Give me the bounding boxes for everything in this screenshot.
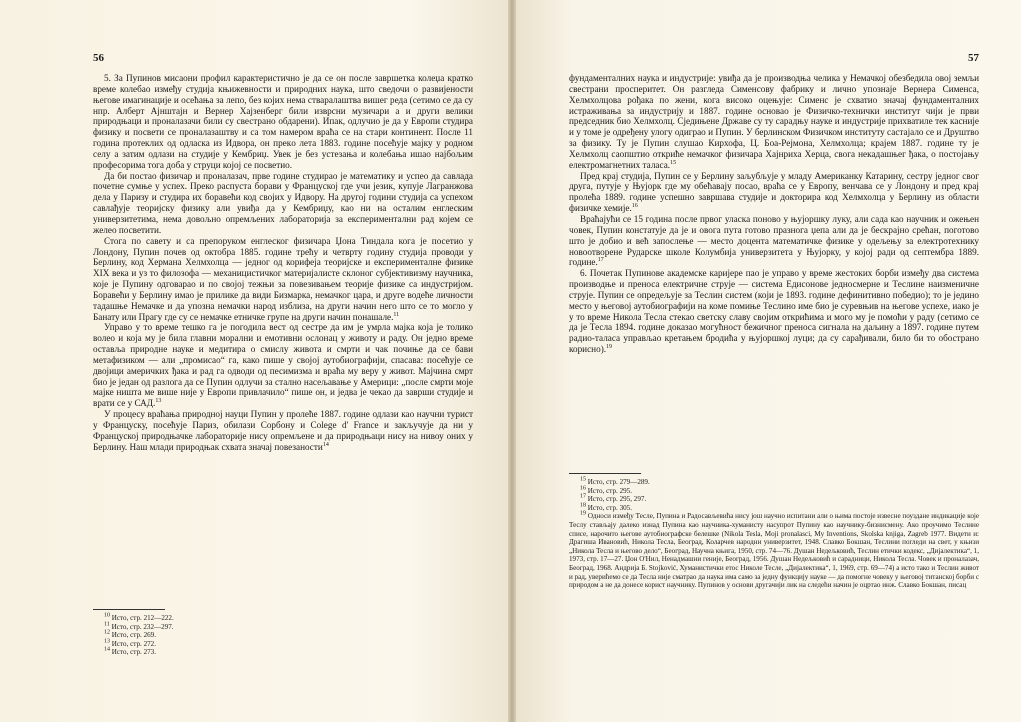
paragraph-text: Враћајући се 15 година после првог уласка поново у њујоршку луку, али сада као научник и ожењен човек, Пупин констатује да је и овога пута готово празнога џепа али да је бескрајно срећан, поготово што је добио и већ запослење — место доцента математичке физике у одељењу за електротехнику новоотворене Рударске школе Колумбија универзитета у Њујорку, у којој ради од септембра 1889. године. — [569, 213, 979, 268]
page-number-right: 57 — [968, 52, 979, 64]
footnote — [569, 487, 979, 496]
footnote — [569, 478, 979, 487]
footnote-ref: 14 — [322, 441, 329, 448]
paragraph — [93, 322, 473, 409]
footnote-text: Исто, стр. 273. — [111, 648, 156, 657]
footnote-number: 14 — [104, 647, 110, 654]
footnote-text: Исто, стр. 212—222. — [111, 614, 174, 622]
footnote-number: 13 — [104, 638, 110, 645]
footnote-number: 10 — [104, 612, 110, 619]
footnote-ref: 11 — [393, 311, 400, 318]
paragraph — [569, 214, 979, 268]
paragraph-text: У процесу враћања природној науци Пупин у пролеће 1887. године одлази као научни турист у Француску, посећује Париз, обилази Сорбону и Colege d' France и закључује да ни у Француској природњачке лабораторије нису опремљене и да природњаци нису на нивоу оних у Берлину. Наш млади природњак схвата значај повезаности — [93, 409, 473, 452]
footnote-ref: 17 — [597, 257, 604, 264]
footnote-text: Исто, стр. 232—297. — [111, 622, 174, 631]
paragraph-text: Да би постао физичар и проналазач, прве године студирао је математику и успео да савлада почетне сумње у успех. Преко распуста борави у Француској где учи језик, купује Лагранжова дела у Паризу и студира их боравећи код својих у Идвору. На другој години студија са успехом савлађује теоријску физику али увиђа да у Кембриџу, као ни на осталим енглеским универзитетима, нема довољно опремљених лабораторија за експериментални рад којем се желео посветити. — [93, 170, 473, 235]
footnote-text: Односи између Тесле, Пупина и Радосављевића нису још научно испитани али о њима постоје извесне поуздане индикације које Теслу стављају далеко изнад Пупина као научника-хуманисту насупрот Пупину као научнику-бизнисмену. Ако проучимо Теслине списе, нарочито његове аутобиографске белешке (Nikola Tesla, Moji pronalasci, My Inventions, Skolska knjiga, Zagreb 1977. Видети и: Драгиша Ивановић, Никола Тесла, Београд, Коларчев народни универзитет, 1948. Славко Бокшан, Теслини погледи на свет, у књизи „Никола Тесла и његово дело“, Београд, Научна књига, 1950, стр. 74—76. Душан Недељковић, Теслин етички кодекс, „Дијалектика“, 1, 1973, стр. 17—27. Џон О'Нил, Ненадмашни геније, Београд, 1956. Душан Недељковић и сарадници, Никола Тесла. Човек и проналазач, Београд, 1968. Андрија Б. Stojković, Хуманистички етос Николе Тесле, „Дијалектика“, 1, 1969, стр. 69—74) а исто тако и Теслин живот и рад, уверићемо се да Тесла није сматрао да наука има само за једну функцију науке — да помогне човеку у његовој титанској борби с природом а не да донесе корист научнику. Пупинов у основи другачији лик на следећи начин је оцртао инж. Славко Бокшан, писац — [569, 512, 979, 590]
paragraph — [93, 409, 473, 452]
footnotes-right — [569, 473, 979, 590]
footnote-ref: 13 — [155, 398, 162, 405]
footnote-text: Исто, стр. 269. — [111, 631, 156, 640]
paragraph — [93, 73, 473, 171]
paragraph-text: Управо у то време тешко га је погодила вест од сестре да им је умрла мајка која је толико волео и која му је била главни морални и емотивни ослонац у животу и раду. Он једно време оставља природне науке и медитира о смислу живота и смрти и чак почиње да се бави метафизиком — али „промисао“ га, како пише у својој аутобиографији, спасава: посећује се двојици америчких ђака и рад га одводи од песимизма и враћа му веру у живот. Мајчина смрт био је један од разлога да се Пупин одлучи за стално насељавање у Америци: „после смрти моје мајке ништа ме више није у Европи привлачило“ пише он, и једва је чекао да заврши студије и врати се у САД. — [93, 322, 473, 409]
footnote-number: 18 — [580, 502, 586, 509]
paragraph-text: 5. За Пупинов мисаони профил карактеристично је да се он после завршетка колеџа кратко време колебао између студија књижевности и природних наука, што сведочи о развијености његове имагинације и осећања за лепо, без којих нема стваралаштва вишег реда (сетимо се да су нпр. Алберт Ајнштајн и Вернер Хајзенберг били изврсни музичари а и други велики природњаци и проналазачи били су свестрано обдарени). Ипак, одлучио је да у Европи студира физику и посвети се проналазаштву и са том намером враћа се на стари континент. После 11 година протеклих од одласка из Идвора, он прекo лета 1883. године посећује мајку у родном селу а затим одлази на студије у Кембриџ. Увек је без устезања и колебања ишао најбољим професорима тога доба у струци којој се посветио. — [93, 73, 473, 170]
paragraph-text: Стога по савету и са препоруком енглеског физичара Џона Тиндала кога је посетио у Лондону, Пупин почев од октобра 1885. године трећу и четврту годину студија проводи у Берлину, код Хермана Хелмхолца — једног од корифеја теоријске и експерименталне физике XIX века и уз то филозофа — механицистичког материјалисте склоног субјективизму научника, које је Пупину одговарао и по својој тежњи за повезивањем теорије физике са индустријом. Боравећи у Берлину имао је прилике да види Бизмарка, немачког цара, и друге водеће личности тадашње Немачке и да упозна немачки народ изблиза, на други начин него што се то могло у Банату или Прагу где су се немачке етничке групе на други начин понашале. — [93, 235, 473, 322]
footnote-text: Исто, стр. 295. — [587, 486, 632, 495]
footnote-ref: 19 — [606, 344, 613, 351]
footnote-ref: 15 — [670, 159, 677, 166]
right-page-body — [569, 73, 979, 355]
footnote-number: 11 — [104, 621, 110, 628]
footnote-ref: 16 — [631, 203, 638, 210]
footnote-text: Исто, стр. 272. — [111, 639, 156, 648]
footnote — [93, 614, 473, 623]
footnote-text: Исто, стр. 305. — [587, 503, 632, 512]
footnote — [569, 495, 979, 504]
footnote — [93, 648, 473, 657]
paragraph-text: Пред крај студија, Пупин се у Берлину заљубљује у младу Американку Катарину, сестру једног свог друга, путује у Њујорк где му обећавају посао, враћа се у Европу, венчава се у Лондону и пред крај пролећа 1889. године успешно завршава студије и докторира код Хелмхолца у Берлину из области физичке хемије. — [569, 170, 979, 214]
footnote-rule — [569, 473, 641, 474]
footnote-number: 16 — [580, 485, 586, 492]
footnote — [93, 631, 473, 640]
paragraph-text: 6. Почетак Пупиновe академске каријере пао је управо у време жестоких борби између два система производње и преноса електричне струје — система Едисонове једносмерне и Теслине наизменичне струје. Пупин се опредељује за Теслин систем (који је 1893. године дефинитивно победио); то је једино место у његовој аутобиографији на коме помиње Теслино име био је суревњив на његове успехе, иако је у то време Никола Тесла стекао светску славу својим открићима и мого му је помоћи у раду (сетимо се да је Тесла 1894. године доказао могућност бежичног преноса сигнала на даљину а 1897. године путем радио-таласа управљао кретањем бродића у њујоршкој луци; да су сарађивали, било би то обострано корисно). — [569, 268, 979, 355]
footnote-number: 12 — [104, 629, 110, 636]
paragraph — [569, 268, 979, 355]
footnote-text: Исто, стр. 279—289. — [587, 478, 650, 486]
footnote-number: 19 — [580, 511, 586, 518]
footnote-number: 17 — [580, 493, 586, 500]
footnote — [93, 623, 473, 632]
paragraph — [569, 171, 979, 214]
footnote-rule — [93, 609, 165, 610]
paragraph — [93, 236, 473, 323]
paragraph-text: фундаменталних наука и индустрије: увиђа да је производња челика у Немачкој обезбедила овој земљи свестрани просперитет. Он разгледа Сименсову фабрику и лично упознаје Вернера Сименса, Хелмхолцова рођака по жени, кога високо оцењује: Сименс је схватио значај фундаменталних истраживања за индустрију и 1887. године основао је Физичко-технички институт чији је први председник био Хелмхолц. Сједињене Државе су ту сарадњу науке и индустрије прихватиле тек касније и у томе је одређену улогу одиграо и Пупин. У берлинском Физичком институту састајало се и Друштво за физику. Ту је Пупин слушао Кирхофа, Ц. Боа-Рејмона, Хелмхолца; крајем 1887. године ту је Хелмхолц саопштио откриће немачког физичара Хајнриха Херца, свога некадашњег ђака, о постојању електромагнетних таласа. — [569, 73, 979, 170]
footnote-text: Исто, стр. 295, 297. — [587, 495, 647, 504]
footnote — [569, 512, 979, 589]
book-gutter — [508, 0, 516, 722]
footnote-number: 15 — [580, 476, 586, 483]
paragraph — [93, 171, 473, 236]
footnotes-left — [93, 609, 473, 657]
page-number-left: 56 — [93, 52, 104, 64]
left-page-body — [93, 73, 473, 453]
paragraph — [569, 73, 979, 171]
right-page — [512, 0, 1021, 722]
